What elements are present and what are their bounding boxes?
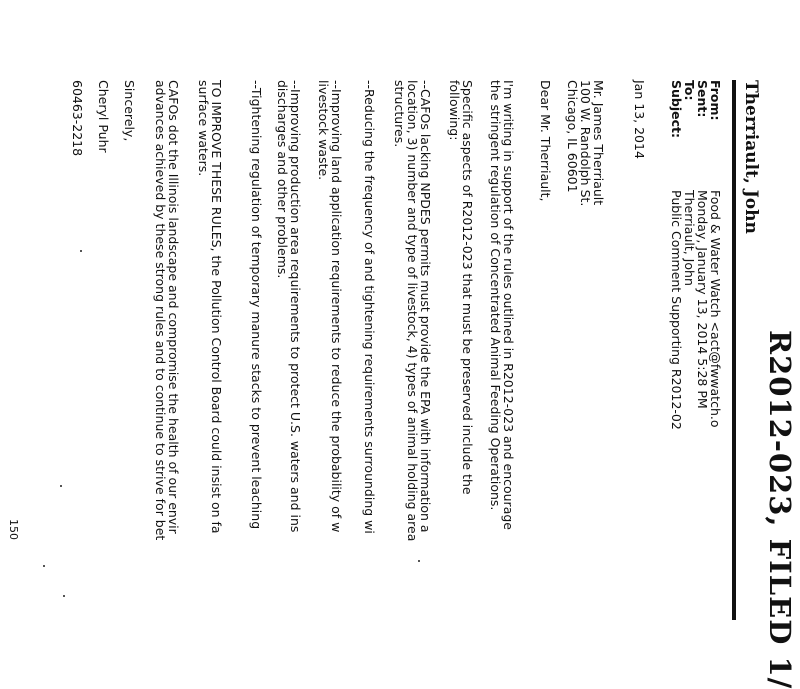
paragraph-line: structures.	[392, 80, 407, 148]
paragraph-line: discharges and other problems.	[275, 80, 290, 279]
address-line: Chicago, IL 60601	[565, 80, 580, 193]
scan-speck	[60, 485, 62, 487]
item-npdes	[393, 80, 432, 541]
improve-paragraph	[197, 80, 223, 534]
item-land-application	[317, 80, 343, 532]
to-value: Therriault, John	[682, 190, 697, 286]
subject-value: Public Comment Supporting R2012-02	[669, 190, 684, 430]
paragraph-line: Specific aspects of R2012-023 that must be preserved include the	[460, 80, 475, 495]
header-rule	[732, 80, 736, 620]
filing-stamp: R2012-023, FILED 1/	[763, 330, 797, 689]
paragraph-line: --Improving land application requirements to reduce the probability of w	[329, 80, 344, 533]
page-number: 150	[7, 519, 20, 540]
scan-speck	[63, 595, 65, 597]
paragraph-line: --CAFOs lacking NPDES permits must provide the EPA with information a	[418, 80, 433, 533]
paragraph-line: surface waters.	[196, 80, 211, 177]
closing-paragraph	[154, 80, 180, 540]
item-production-area	[276, 80, 302, 532]
scan-speck	[43, 565, 45, 567]
recipient-name-heading: Therriault, John	[741, 80, 761, 234]
signer-zip: 60463-2218	[70, 80, 85, 157]
sent-label: Sent:	[695, 80, 710, 118]
signer-name: Cheryl Puhr	[96, 80, 111, 153]
paragraph-line: TO IMPROVE THESE RULES, the Pollution Control Board could insist on fa	[209, 80, 224, 534]
from-value: Food & Water Watch <act@fwwatch.o	[708, 190, 723, 428]
paragraph-line: the stringent regulation of Concentrated Animal Feeding Operations.	[488, 80, 503, 511]
to-label: To:	[682, 80, 697, 101]
aspects-paragraph	[448, 80, 474, 495]
paragraph-line: --Improving production area requirements to protect U.S. waters and ins	[288, 80, 303, 533]
subject-label: Subject:	[669, 80, 684, 138]
paragraph-line: location, 3) number and type of livestock, 4) types of animal holding area	[405, 80, 420, 542]
paragraph-line: I'm writing in support of the rules outlined in R2012-023 and encourage	[501, 80, 516, 530]
intro-paragraph	[489, 80, 515, 530]
from-label: From:	[708, 80, 723, 121]
paragraph-line: following:	[447, 80, 462, 141]
letter-date: Jan 13, 2014	[632, 80, 647, 159]
item-frequency	[363, 80, 376, 534]
scan-speck	[418, 560, 420, 562]
salutation: Dear Mr. Therriault,	[538, 80, 553, 202]
paragraph-line: CAFOs dot the Illinois landscape and compromise the health of our envir	[166, 80, 181, 534]
scan-speck	[80, 250, 82, 252]
paragraph-line: --Reducing the frequency of and tightening requirements surrounding wi	[362, 80, 377, 534]
paragraph-line: livestock waste.	[316, 80, 331, 181]
address-line: Mr. James Therriault	[591, 80, 606, 206]
sign-off: Sincerely,	[122, 80, 137, 142]
paragraph-line: --Tightening regulation of temporary manure stacks to prevent leaching	[249, 80, 264, 530]
address-line: 100 W. Randolph St.	[578, 80, 593, 207]
item-manure-stacks	[250, 80, 263, 529]
paragraph-line: advances achieved by these strong rules and to continue to strive for bet	[153, 80, 168, 541]
address-block	[566, 80, 605, 206]
sent-value: Monday, January 13, 2014 5:28 PM	[695, 190, 710, 409]
